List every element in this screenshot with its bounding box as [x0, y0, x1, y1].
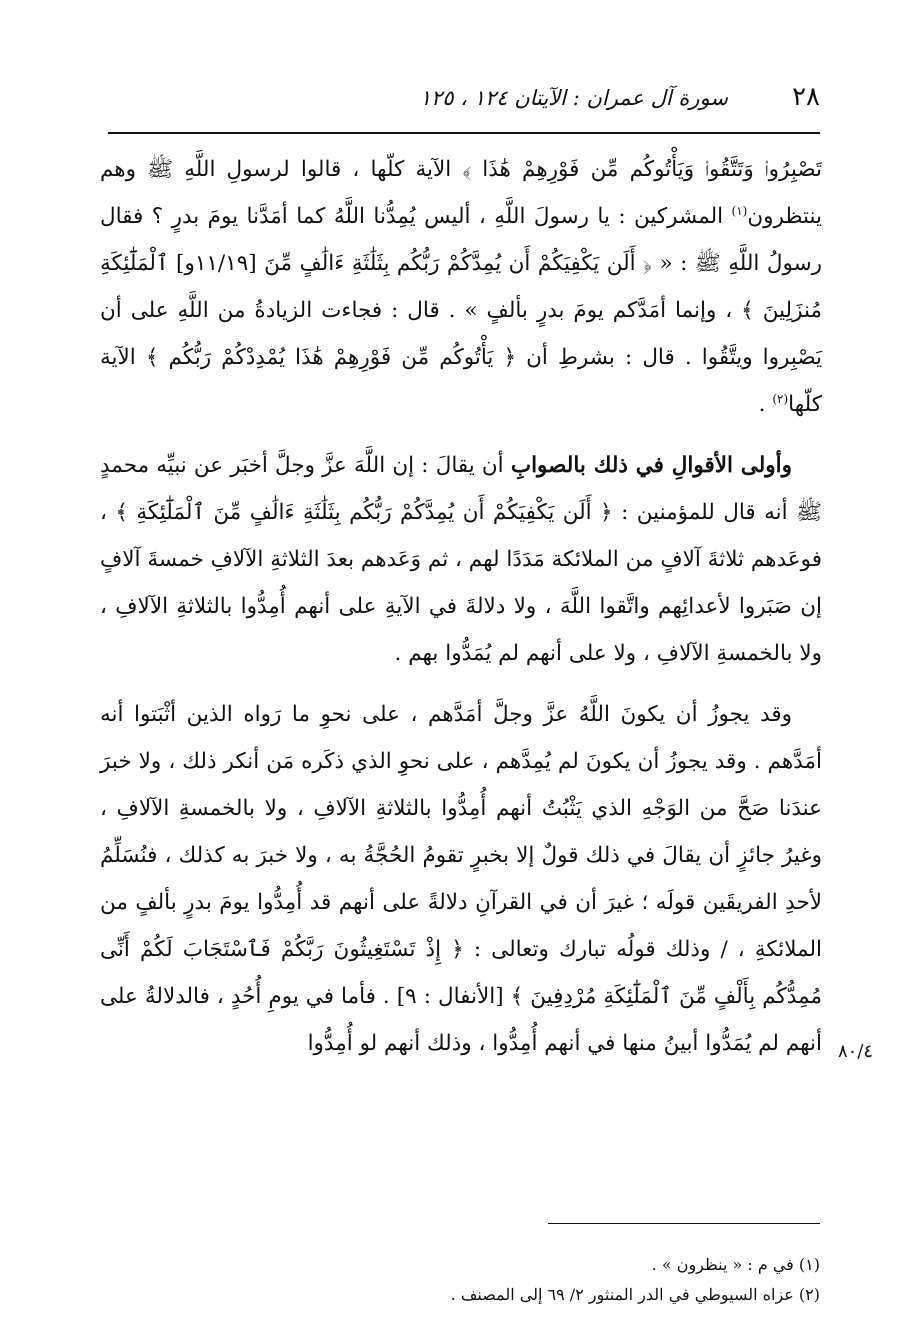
paragraph-2 — [100, 442, 822, 677]
footnote-1: (١) في م : « ينظرون » . — [651, 1255, 820, 1274]
text-run: ، وإنما أمَدَّكم يومَ بدرٍ بألفٍ » . قال : فجاءت الزيادةُ من اللَّهِ على أن يَصْبِروا ويتَّقُوا . قال : بشرطِ أن — [100, 298, 822, 370]
footnotes — [300, 1250, 820, 1310]
footnote-2: (٢) عزاه السيوطي في الدر المنثور ٢/ ٦٩ إلى المصنف . — [450, 1285, 820, 1304]
quran-quote: تَصْبِرُوا۟ وَتَتَّقُوا۟ وَيَأْتُوكُم مِّن فَوْرِهِمْ هَٰذَا ﴾ — [462, 157, 822, 182]
page-header — [108, 80, 820, 120]
quran-quote: ﴿ إِذْ تَسْتَغِيثُونَ رَبَّكُمْ فَٱسْتَجَابَ لَكُمْ أَنِّى مُمِدُّكُم بِأَلْفٍ مِّنَ ٱلْمَلَٰٓئِكَةِ مُرْدِفِينَ ﴾ — [100, 937, 822, 1009]
paragraph-3 — [100, 691, 822, 1067]
page-number: ٢٨ — [792, 82, 820, 112]
body-text — [100, 146, 822, 1067]
text-run: الآية كلّها ، قالوا لرسولِ اللَّهِ ﷺ وهم ينتظرون — [100, 157, 822, 229]
text-run: [الأنفال : ٩] . فأما في يومِ أُحُدٍ ، فالدلالةُ على أنهم لم يُمَدُّوا أبينُ منها في أنهم أُمِدُّوا ، وذلك أنهم لو أُمِدُّوا — [100, 984, 822, 1056]
paragraph-1 — [100, 146, 822, 428]
text-run: ، فوعَدهم ثلاثةَ آلافٍ من الملائكة مَدَدًا لهم ، ثم وَعَدهم بعدَ الثلاثةِ الآلافِ خمسةَ آلافٍ إن صَبَروا لأعدائِهم واتَّقوا اللَّهَ ، ولا دلالةَ في الآيةِ على أنهم أُمِدُّوا بالثلاثةِ الآلافِ ، ولا بالخمسةِ الآلافِ ، ولا على أنهم لم يُمَدُّوا بهم . — [100, 500, 822, 666]
running-title: سورة آل عمران : الآيتان ١٢٤ ، ١٢٥ — [419, 86, 728, 110]
footnote-marker-1: (١) — [731, 203, 748, 218]
footnote-marker-2: (٢) — [772, 391, 789, 406]
margin-reference: ٨٠/٤ — [838, 1041, 874, 1062]
text-run: وقد يجوزُ أن يكونَ اللَّهُ عزَّ وجلَّ أمَدَّهم ، على نحوِ ما رَواه الذين أثْبَتوا أنه أمَدَّهم . وقد يجوزُ أن يكونَ لم يُمِدَّهم ، على نحوِ الذي ذكَره مَن أنكر ذلك ، ولا خبرَ عندَنا صَحَّ من الوَجْهِ الذي يَثْبُتُ أنهم أُمِدُّوا بالثلاثةِ الآلافِ ، ولا بالخمسةِ الآلافِ ، وغيرُ جائزٍ أن يقالَ في ذلك قولٌ إلا بخبرٍ تقومُ الحُجَّةُ به ، ولا خبرَ به كذلك ، فنُسَلِّمُ لأحدِ الفريقَين قولَه ؛ غيرَ أن في القرآنِ دلالةً على أنهم قد أُمِدُّوا يومَ بدرٍ بألفٍ من الملائكةِ ، / وذلك قولُه تبارك وتعالى : — [100, 702, 822, 962]
quran-quote: ﴿ أَلَن يَكْفِيَكُمْ أَن يُمِدَّكُمْ رَبُّكُم بِثَلَٰثَةِ ءَالَٰفٍ مِّنَ ٱلْمَلَٰٓئِكَةِ ﴾ — [115, 500, 613, 525]
quran-quote: ﴿ أَلَن يَكْفِيَكُمْ أَن يُمِدَّكُمْ رَبُّكُم بِثَلَٰثَةِ ءَالَٰفٍ مِّنَ [١١/١٩و] ٱلْمَلَٰٓئِكَةِ مُنزَلِينَ ﴾ — [100, 251, 822, 323]
footnote-rule — [548, 1223, 820, 1224]
text-run: أن يقالَ : إن اللَّهَ عزَّ وجلَّ أخبَر عن نبيِّه محمدٍ ﷺ أنه قال للمؤمنين : — [100, 453, 822, 525]
quran-quote: ﴿ يَأْتُوكُم مِّن فَوْرِهِمْ هَٰذَا يُمْدِدْكُمْ رَبُّكُم ﴾ — [145, 345, 517, 370]
text-run: المشركين : يا رسولَ اللَّهِ ، أليس يُمِدُّنا اللَّهُ كما أمَدَّنا يومَ بدرٍ ؟ فقال رسولُ اللَّهِ ﷺ : « — [100, 204, 822, 276]
bold-heading-phrase: وأولى الأقوالِ في ذلك بالصوابِ — [510, 453, 793, 478]
text-run: الآية كلّها — [100, 345, 822, 417]
text-run: . — [758, 392, 773, 417]
header-rule — [108, 132, 820, 134]
